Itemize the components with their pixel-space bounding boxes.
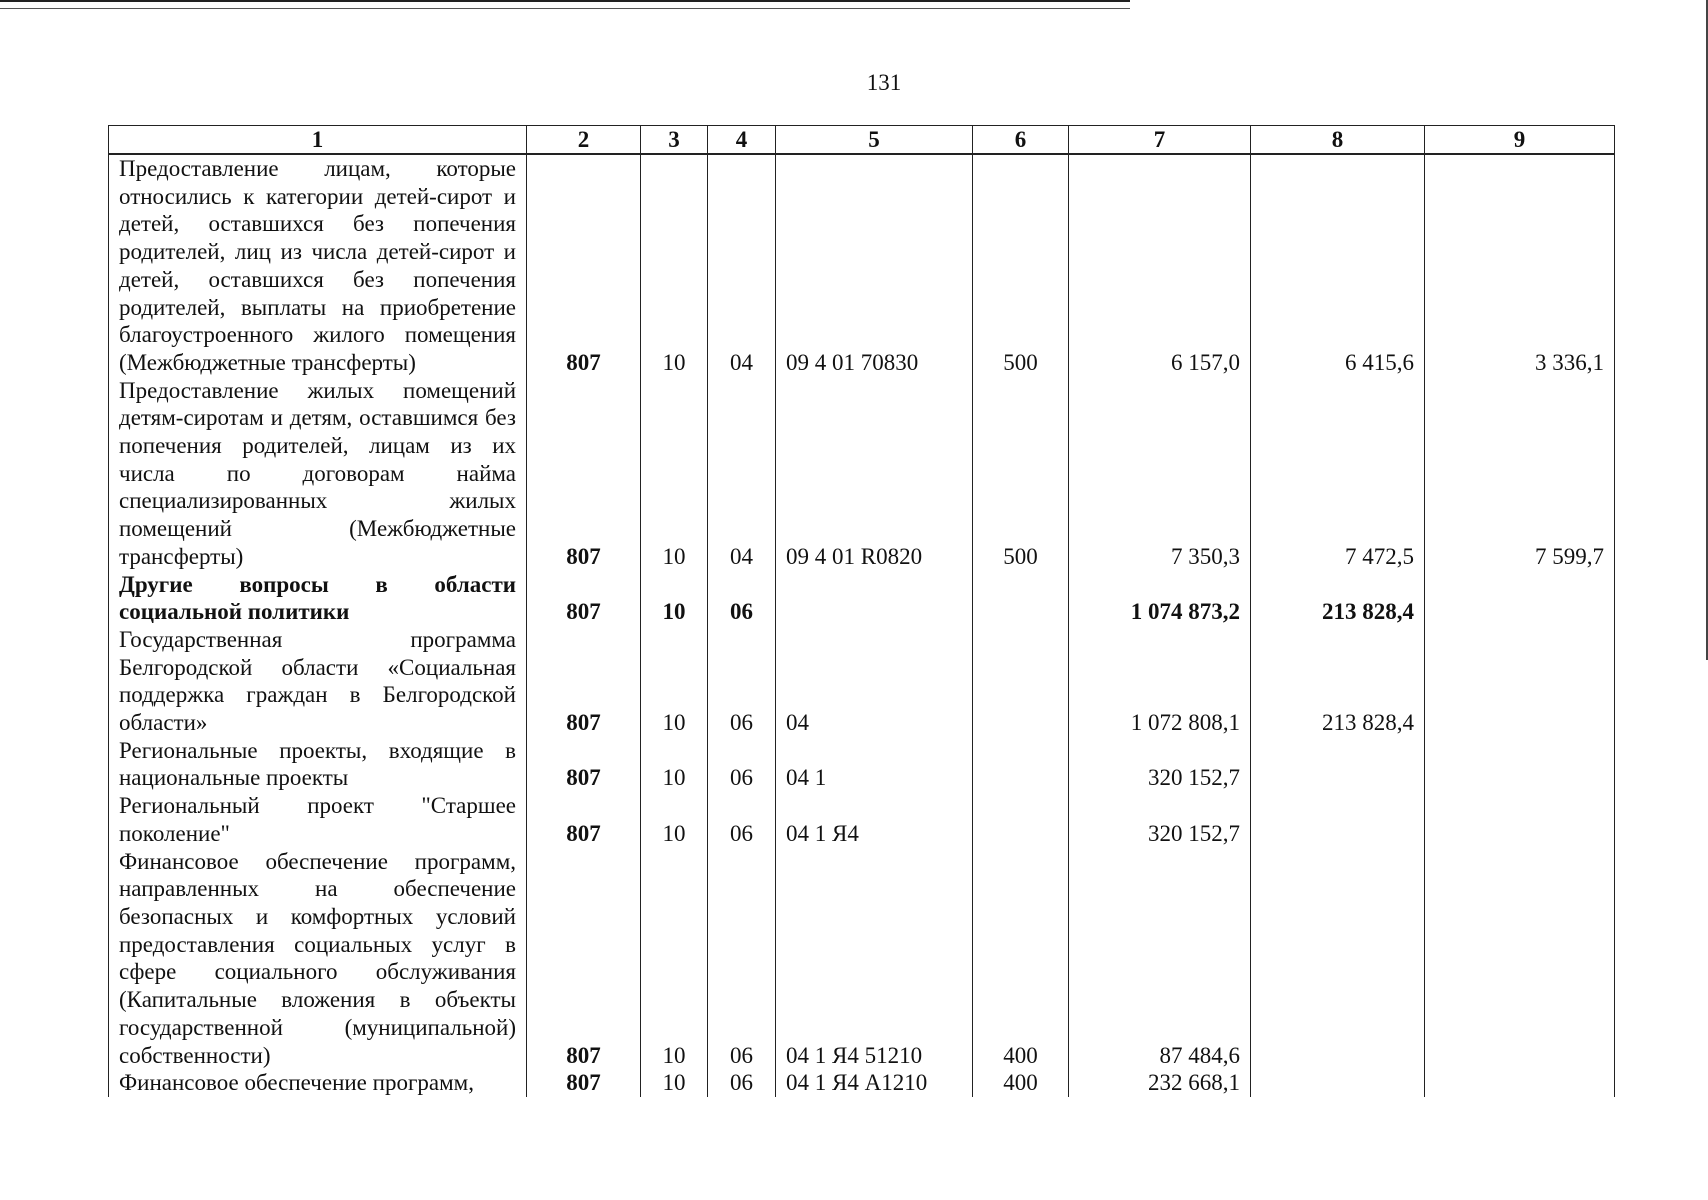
amount-year-3 (1425, 737, 1615, 792)
amount-year-3 (1425, 626, 1615, 737)
budget-table (108, 125, 1615, 1097)
section-code: 10 (641, 571, 708, 626)
column-header: 9 (1425, 126, 1615, 155)
row-name: Региональный проект "Старшее поколение" (109, 792, 527, 847)
column-header: 7 (1069, 126, 1251, 155)
amount-year-1: 87 484,6 (1069, 848, 1251, 1070)
section-code: 10 (641, 1069, 708, 1097)
row-name: Региональные проекты, входящие в национальные проекты (109, 737, 527, 792)
table-row (109, 626, 1615, 737)
target-article-code: 09 4 01 70830 (776, 154, 973, 377)
amount-year-1: 1 074 873,2 (1069, 571, 1251, 626)
subsection-code: 06 (708, 792, 776, 847)
expense-type-code: 500 (973, 154, 1069, 377)
column-header: 6 (973, 126, 1069, 155)
column-header: 3 (641, 126, 708, 155)
amount-year-1: 6 157,0 (1069, 154, 1251, 377)
column-header: 5 (776, 126, 973, 155)
target-article-code: 09 4 01 R0820 (776, 377, 973, 571)
table-row (109, 848, 1615, 1070)
subsection-code: 06 (708, 571, 776, 626)
amount-year-2 (1251, 848, 1425, 1070)
section-code: 10 (641, 154, 708, 377)
expense-type-code: 400 (973, 1069, 1069, 1097)
table-row (109, 377, 1615, 571)
row-name: Другие вопросы в области социальной политики (109, 571, 527, 626)
section-code: 10 (641, 792, 708, 847)
table-row (109, 571, 1615, 626)
column-header: 1 (109, 126, 527, 155)
page-number: 131 (866, 70, 902, 95)
expense-type-code (973, 571, 1069, 626)
top-border-line-thin (0, 8, 1130, 9)
expense-type-code: 500 (973, 377, 1069, 571)
subsection-code: 06 (708, 1069, 776, 1097)
expense-type-code (973, 626, 1069, 737)
grbs-code: 807 (527, 154, 641, 377)
grbs-code: 807 (527, 737, 641, 792)
amount-year-3: 7 599,7 (1425, 377, 1615, 571)
section-code: 10 (641, 848, 708, 1070)
row-name: Предоставление лицам, которые относились к категории детей-сирот и детей, оставшихся без попечения родителей, лиц из числа детей-сирот и детей, оставшихся без попечения родителей, выплаты на приобретение благоустроенного жилого помещения (Межбюджетные трансферты) (109, 154, 527, 377)
expense-type-code: 400 (973, 848, 1069, 1070)
table-header-row (109, 126, 1615, 155)
grbs-code: 807 (527, 571, 641, 626)
amount-year-1: 1 072 808,1 (1069, 626, 1251, 737)
row-name: Финансовое обеспечение программ, (109, 1069, 527, 1097)
subsection-code: 06 (708, 848, 776, 1070)
column-header: 4 (708, 126, 776, 155)
amount-year-2: 213 828,4 (1251, 626, 1425, 737)
target-article-code: 04 (776, 626, 973, 737)
column-header: 8 (1251, 126, 1425, 155)
row-name: Государственная программа Белгородской области «Социальная поддержка граждан в Белгородской области» (109, 626, 527, 737)
amount-year-2 (1251, 737, 1425, 792)
top-border-line (0, 0, 1130, 2)
amount-year-3 (1425, 1069, 1615, 1097)
subsection-code: 06 (708, 737, 776, 792)
target-article-code: 04 1 Я4 51210 (776, 848, 973, 1070)
row-name: Предоставление жилых помещений детям-сиротам и детям, оставшимся без попечения родителей, лицам из их числа по договорам найма специализированных жилых помещений (Межбюджетные трансферты) (109, 377, 527, 571)
amount-year-3: 3 336,1 (1425, 154, 1615, 377)
table-row (109, 737, 1615, 792)
expense-type-code (973, 792, 1069, 847)
target-article-code: 04 1 (776, 737, 973, 792)
amount-year-3 (1425, 792, 1615, 847)
amount-year-1: 7 350,3 (1069, 377, 1251, 571)
amount-year-2: 6 415,6 (1251, 154, 1425, 377)
amount-year-2 (1251, 792, 1425, 847)
amount-year-1: 232 668,1 (1069, 1069, 1251, 1097)
table-row (109, 792, 1615, 847)
amount-year-2 (1251, 1069, 1425, 1097)
subsection-code: 04 (708, 154, 776, 377)
table-row (109, 154, 1615, 377)
amount-year-2: 213 828,4 (1251, 571, 1425, 626)
grbs-code: 807 (527, 1069, 641, 1097)
amount-year-1: 320 152,7 (1069, 737, 1251, 792)
subsection-code: 06 (708, 626, 776, 737)
subsection-code: 04 (708, 377, 776, 571)
table-row (109, 1069, 1615, 1097)
section-code: 10 (641, 626, 708, 737)
target-article-code: 04 1 Я4 А1210 (776, 1069, 973, 1097)
section-code: 10 (641, 737, 708, 792)
section-code: 10 (641, 377, 708, 571)
target-article-code: 04 1 Я4 (776, 792, 973, 847)
table-body (109, 154, 1615, 1097)
grbs-code: 807 (527, 792, 641, 847)
column-header: 2 (527, 126, 641, 155)
amount-year-3 (1425, 571, 1615, 626)
target-article-code (776, 571, 973, 626)
grbs-code: 807 (527, 626, 641, 737)
amount-year-1: 320 152,7 (1069, 792, 1251, 847)
row-name: Финансовое обеспечение программ, направленных на обеспечение безопасных и комфортных условий предоставления социальных услуг в сфере социального обслуживания (Капитальные вложения в объекты государственной (муниципальной) собственности) (109, 848, 527, 1070)
amount-year-3 (1425, 848, 1615, 1070)
grbs-code: 807 (527, 848, 641, 1070)
amount-year-2: 7 472,5 (1251, 377, 1425, 571)
grbs-code: 807 (527, 377, 641, 571)
expense-type-code (973, 737, 1069, 792)
